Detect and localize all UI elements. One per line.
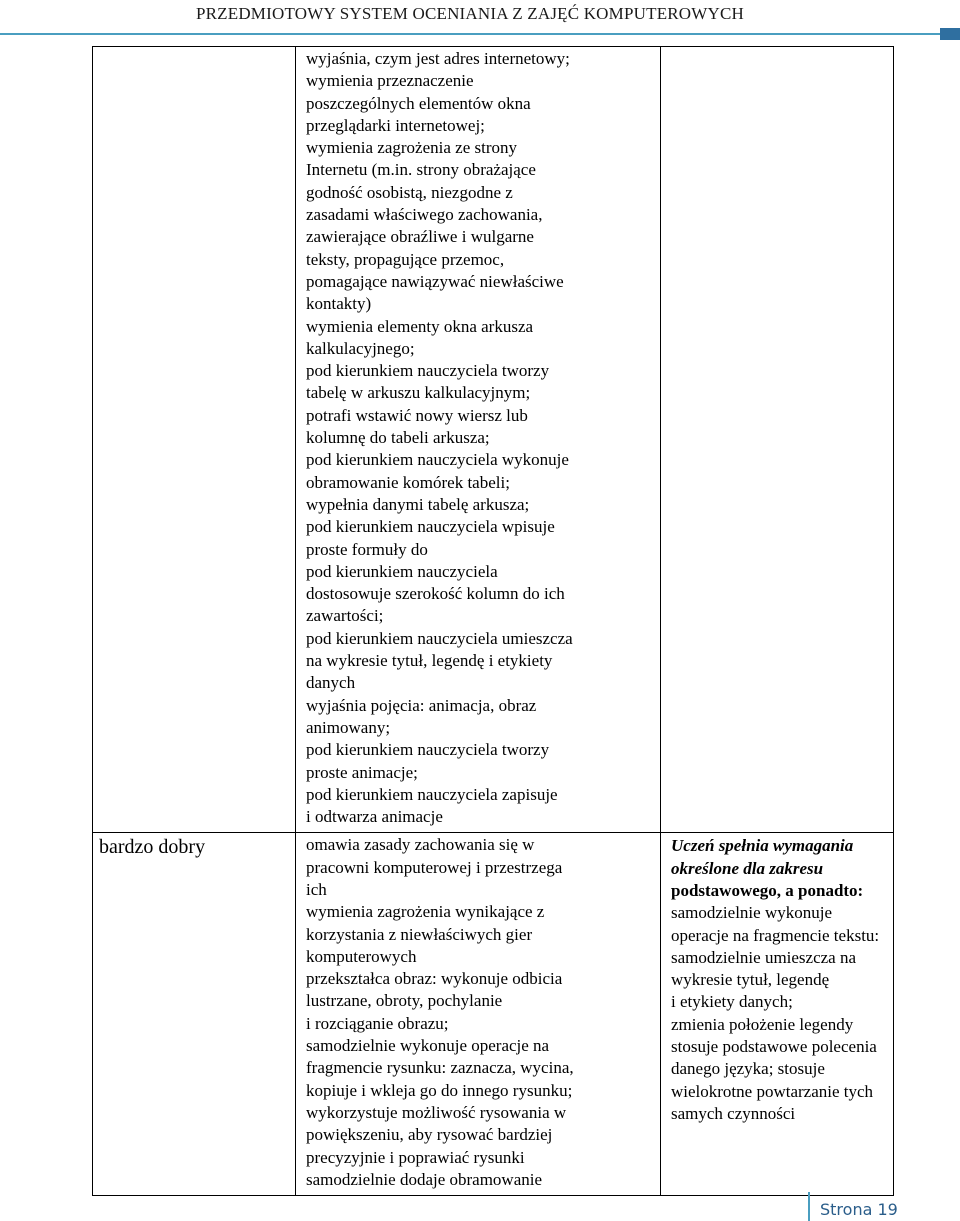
list-item: powiększeniu, aby rysować bardziej	[306, 1125, 553, 1145]
list-item: ich	[306, 879, 327, 899]
list-item: Internetu (m.in. strony obrażające	[306, 160, 536, 180]
list-item: i etykiety danych;	[671, 992, 793, 1012]
list-item: pod kierunkiem nauczyciela tworzy	[306, 361, 550, 381]
extended-requirements-block	[661, 833, 893, 1129]
list-item: pomagające nawiązywać niewłaściwe	[306, 271, 564, 291]
list-item: Uczeń spełnia wymagania	[671, 836, 854, 856]
page-header	[0, 0, 960, 40]
page-footer	[0, 1192, 960, 1221]
list-item: tabelę w arkuszu kalkulacyjnym;	[306, 383, 531, 403]
list-item: dostosowuje szerokość kolumn do ich	[306, 584, 565, 604]
list-item: lustrzane, obroty, pochylanie	[306, 991, 503, 1011]
list-item: zmienia położenie legendy	[671, 1014, 854, 1034]
list-item: kopiuje i wkleja go do innego rysunku;	[306, 1080, 573, 1100]
list-item: pod kierunkiem nauczyciela wpisuje	[306, 517, 555, 537]
list-item: proste formuły do	[306, 539, 428, 559]
list-item: samodzielnie dodaje obramowanie	[306, 1169, 543, 1189]
list-item: i rozciąganie obrazu;	[306, 1013, 449, 1033]
basic-requirements-cell	[296, 833, 661, 1196]
list-item: godność osobistą, niezgodne z	[306, 182, 513, 202]
list-item: danych	[306, 673, 356, 693]
grade-cell	[93, 47, 296, 833]
list-item: korzystania z niewłaściwych gier	[306, 924, 533, 944]
list-item: wypełnia danymi tabelę arkusza;	[306, 494, 530, 514]
list-item: samodzielnie wykonuje operacje na	[306, 1036, 550, 1056]
list-item: zawartości;	[306, 606, 384, 626]
extended-requirements-cell	[661, 47, 894, 833]
footer-divider	[808, 1192, 810, 1221]
list-item: wykresie tytuł, legendę	[671, 970, 830, 990]
grading-table	[92, 46, 894, 1196]
list-item: omawia zasady zachowania się w	[306, 835, 535, 855]
grade-cell	[93, 833, 296, 1196]
list-item: operacje na fragmencie tekstu:	[671, 925, 880, 945]
list-item: wymienia elementy okna arkusza	[306, 316, 534, 336]
list-item: przeglądarki internetowej;	[306, 115, 485, 135]
table-row-bardzo-dobry	[93, 833, 894, 1196]
list-item: fragmencie rysunku: zaznacza, wycina,	[306, 1058, 574, 1078]
extended-requirements-list	[671, 902, 887, 1125]
grade-label	[93, 47, 295, 50]
list-item: danego języka; stosuje	[671, 1059, 825, 1079]
document-title: PRZEDMIOTOWY SYSTEM OCENIANIA Z ZAJĘĆ KOMPUTEROWYCH	[195, 4, 745, 23]
list-item: i odtwarza animacje	[306, 807, 443, 827]
list-item: określone dla zakresu	[671, 858, 824, 878]
list-item: zasadami właściwego zachowania,	[306, 205, 543, 225]
table-row-continued	[93, 47, 894, 833]
list-item: pod kierunkiem nauczyciela zapisuje	[306, 784, 558, 804]
list-item: stosuje podstawowe polecenia	[671, 1037, 877, 1057]
list-item: wymienia przeznaczenie	[306, 71, 474, 91]
list-item: przekształca obraz: wykonuje odbicia	[306, 969, 563, 989]
list-item: precyzyjnie i poprawiać rysunki	[306, 1147, 525, 1167]
list-item: samodzielnie umieszcza na	[671, 947, 857, 967]
list-item: samych czynności	[671, 1103, 796, 1123]
grade-label: bardzo dobry	[99, 836, 206, 859]
list-item: wymienia zagrożenia wynikające z	[306, 902, 545, 922]
list-item: wyjaśnia, czym jest adres internetowy;	[306, 49, 570, 68]
list-item: pod kierunkiem nauczyciela umieszcza	[306, 628, 573, 648]
list-item: kontakty)	[306, 294, 372, 314]
list-item: proste animacje;	[306, 762, 418, 782]
basic-requirements-list	[296, 47, 660, 832]
list-item: samodzielnie wykonuje	[671, 903, 832, 923]
list-item: pod kierunkiem nauczyciela wykonuje	[306, 450, 569, 470]
list-item: animowany;	[306, 717, 391, 737]
list-item: obramowanie komórek tabeli;	[306, 472, 510, 492]
list-item: poszczególnych elementów okna	[306, 93, 531, 113]
list-item: zawierające obraźliwe i wulgarne	[306, 227, 534, 247]
basic-requirements-cell	[296, 47, 661, 833]
header-divider	[0, 33, 948, 35]
list-item: wielokrotne powtarzanie tych	[671, 1081, 874, 1101]
list-item: teksty, propagujące przemoc,	[306, 249, 505, 269]
list-item: kolumnę do tabeli arkusza;	[306, 428, 490, 448]
extended-requirements-cell	[661, 833, 894, 1196]
list-item: pracowni komputerowej i przestrzega	[306, 857, 563, 877]
extended-intro-strong: podstawowego, a ponadto:	[671, 880, 864, 900]
list-item: wykorzystuje możliwość rysowania w	[306, 1102, 567, 1122]
list-item: komputerowych	[306, 946, 417, 966]
list-item: pod kierunkiem nauczyciela	[306, 561, 498, 581]
list-item: kalkulacyjnego;	[306, 338, 415, 358]
extended-intro	[671, 835, 887, 880]
list-item: pod kierunkiem nauczyciela tworzy	[306, 740, 550, 760]
list-item: na wykresie tytuł, legendę i etykiety	[306, 651, 553, 671]
list-item: wyjaśnia pojęcia: animacja, obraz	[306, 695, 537, 715]
list-item: potrafi wstawić nowy wiersz lub	[306, 405, 528, 425]
page-number: Strona 19	[820, 1200, 898, 1219]
header-accent-bar	[940, 28, 960, 40]
list-item: wymienia zagrożenia ze strony	[306, 138, 517, 158]
basic-requirements-list	[296, 833, 660, 1195]
